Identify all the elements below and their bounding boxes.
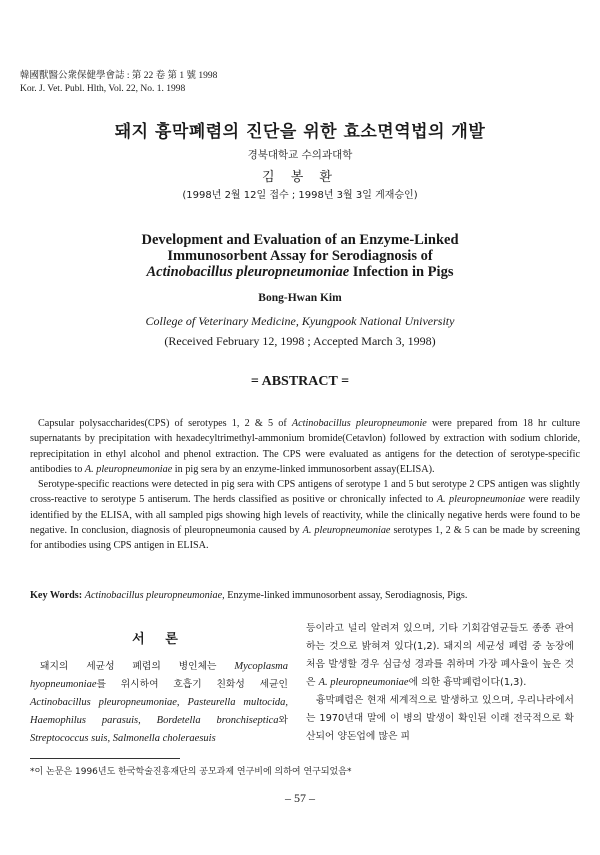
abstract-paragraph	[30, 416, 580, 477]
abstract-text: in pig sera by an enzyme-linked immunosorbent assay(ELISA).	[172, 463, 435, 475]
english-dates: (Received February 12, 1998 ; Accepted March 3, 1998)	[164, 334, 436, 348]
intro-text: 돼지의 세균성 폐렴의 병인체는	[40, 661, 235, 672]
keywords-label: Key Words:	[30, 590, 83, 601]
intro-left-column	[30, 628, 288, 748]
species-name: Streptococcus suis, Salmonella choleraesuis	[30, 733, 216, 744]
species-name: Mycoplasma hyopneumoniae	[30, 661, 288, 690]
species-name: A. pleuropneumoniae	[436, 494, 526, 506]
abstract-text: Serotype-specific reactions were detected in pig sera with CPS antigens of serotype 1 and 5 but serotype 2 CPS antigen was slightly cross-reactive to serotype 5 antiserum. The herds classified as positive or chronically infected to	[30, 479, 580, 506]
intro-paragraph: 흉막폐렴은 현재 세계적으로 발생하고 있으며, 우리나라에서는 1970년대 말에 이 병의 발생이 확인된 이래 전국적으로 확산되어 양돈업에 많은 피	[306, 695, 574, 742]
abstract-body	[30, 416, 580, 554]
page-number: – 57 –	[285, 791, 315, 805]
english-title	[0, 232, 600, 280]
abstract-paragraph	[30, 477, 580, 553]
species-name: A. pleuropneumoniae	[318, 677, 409, 688]
english-title-species: Actinobacillus pleuropneumoniae	[146, 264, 350, 280]
intro-text: 와	[278, 715, 288, 726]
species-name: A. pleuropneumoniae	[302, 525, 391, 537]
intro-paragraph	[306, 620, 574, 692]
keywords-rest: Enzyme-linked immunosorbent assay, Serodiagnosis, Pigs.	[224, 590, 468, 601]
intro-text: 등이라고 널리 알려져 있으며, 기타 기회감염균들도 종종 관여하는 것으로 밝혀져 있다(1,2). 돼지의 세균성 폐렴 중 농장에 처음 발생할 경우 심급성 경과를 취하며 가장 폐사율이 높은 것은	[306, 623, 574, 688]
abstract-text: were prepared from 18 hr culture supernatants by precipitation with hexadecyltrimethyl-ammonium bromide(Cetavlon) followed by extraction with sodium chloride, reprecipitation in ethyl alcohol and phenol extraction. The CPS were evaluated as antigens for the detection of serotype-specific antibodies to	[30, 418, 580, 475]
intro-right-column	[306, 620, 574, 746]
english-title-line2: Immunosorbent Assay for Serodiagnosis of	[167, 248, 433, 264]
english-title-line3-rest: Infection in Pigs	[349, 264, 454, 280]
journal-citation-korean: 韓國獸醫公衆保健學會誌 : 第 22 卷 第 1 號 1998	[20, 71, 218, 81]
english-affiliation: College of Veterinary Medicine, Kyungpook National University	[145, 314, 455, 328]
korean-title: 돼지 흉막폐렴의 진단을 위한 효소면역법의 개발	[114, 122, 486, 142]
section-heading-introduction: 서 론	[132, 632, 186, 647]
footnote: *이 논문은 1996년도 한국학술진흥재단의 공모과제 연구비에 의하여 연구되었음*	[30, 767, 352, 777]
intro-text: 에 의한 흉막폐렴이다(1,3).	[408, 677, 527, 688]
journal-header	[20, 70, 217, 96]
keywords	[30, 589, 585, 603]
english-title-line3	[0, 264, 600, 280]
abstract-text: were readily identified by the ELISA, with all sampled pigs showing high levels of reactivity, while the clinically negative herds were found to be negative. In conclusion, diagnosis of pleuropneumonia caused by	[30, 494, 580, 537]
intro-paragraph	[30, 658, 288, 748]
intro-left-text	[30, 658, 288, 748]
species-name: Actinobacillus pleuropneumoniae, Pasteurella multocida, Haemophilus parasuis, Bordetella bronchiseptica	[30, 697, 288, 726]
korean-dates: (1998년 2월 12일 접수 ; 1998년 3월 3일 게재승인)	[182, 190, 418, 201]
abstract-text: serotypes 1, 2 & 5 can be made by screening for antibodies using CPS antigen in ELISA.	[30, 525, 580, 552]
keywords-species: Actinobacillus pleuropneumoniae,	[84, 590, 225, 601]
abstract-heading: = ABSTRACT =	[250, 374, 350, 389]
journal-citation-english: Kor. J. Vet. Publ. Hlth, Vol. 22, No. 1. 1998	[20, 84, 186, 94]
intro-text: 를 위시하여 호흡기 친화성 세균인	[96, 679, 288, 690]
abstract-text: Capsular polysaccharides(CPS) of serotypes 1, 2 & 5 of	[38, 418, 292, 429]
species-name: Actinobacillus pleuropneumonie	[291, 418, 427, 429]
korean-affiliation: 경북대학교 수의과대학	[247, 149, 353, 161]
english-title-line1: Development and Evaluation of an Enzyme-Linked	[141, 232, 459, 248]
species-name: A. pleuropneumoniae	[84, 463, 173, 475]
english-author: Bong-Hwan Kim	[258, 292, 342, 304]
footnote-divider	[30, 758, 180, 759]
intro-right-text	[306, 620, 574, 746]
korean-author: 김 봉 환	[262, 170, 338, 185]
